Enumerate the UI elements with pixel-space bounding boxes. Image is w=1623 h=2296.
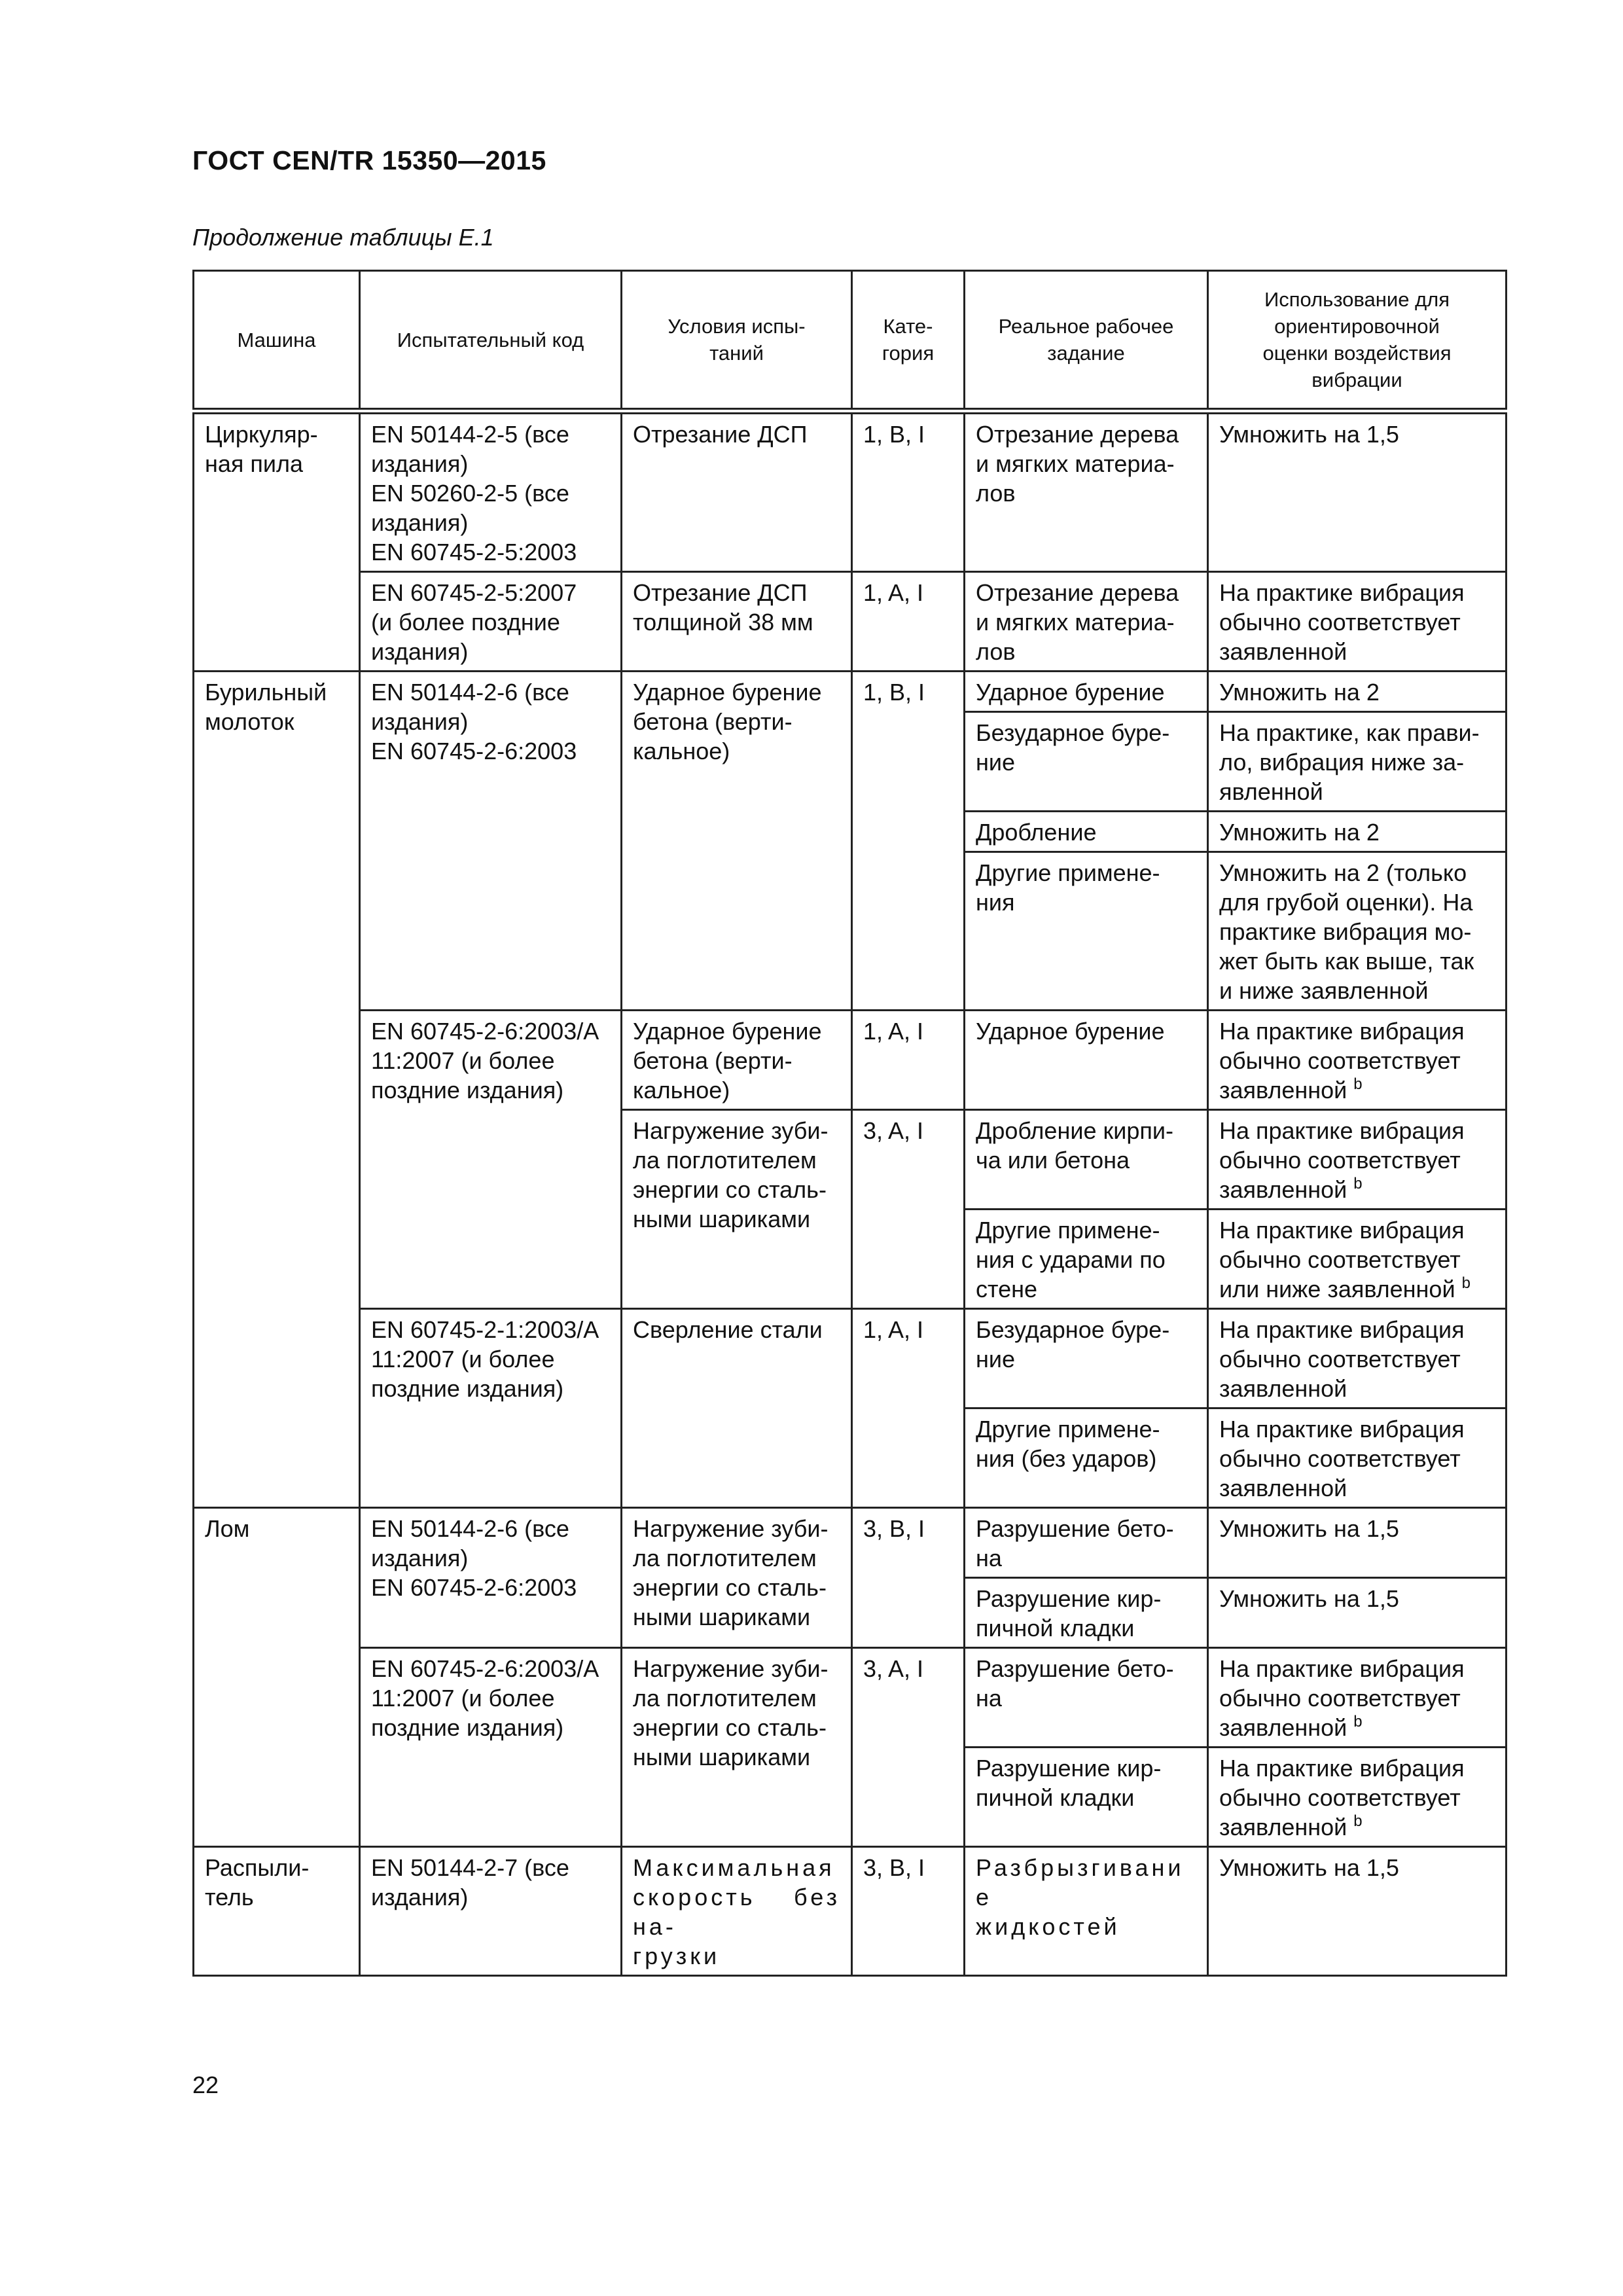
vibration-table [192,270,1507,1977]
task-cell: Другие примене- ния [965,852,1208,1011]
usage-cell: Умножить на 1,5 [1208,1508,1507,1578]
footnote-mark: b [1353,1175,1363,1193]
usage-cell: На практике, как прави- ло, вибрация ниже за- явленной [1208,712,1507,812]
task-cell: Безударное буре- ние [965,1309,1208,1408]
table-caption: Продолжение таблицы Е.1 [192,224,494,251]
table-row [194,411,1507,572]
usage-text: На практике вибрация обычно соответствует заявленной [1219,1117,1465,1203]
usage-cell: Умножить на 1,5 [1208,411,1507,572]
document-title: ГОСТ CEN/TR 15350—2015 [192,145,546,175]
conditions-cell: Ударное бурение бетона (верти- кальное) [622,672,852,1011]
usage-cell: Умножить на 1,5 [1208,1847,1507,1976]
table-row [194,1309,1507,1408]
usage-cell: Умножить на 2 [1208,672,1507,712]
task-cell: Безударное буре- ние [965,712,1208,812]
table-row [194,672,1507,712]
table-row [194,1847,1507,1976]
task-cell: Разбрызгивание жидкостей [965,1847,1208,1976]
usage-text: На практике вибрация обычно соответствует заявленной [1219,1755,1465,1840]
usage-cell [1208,1110,1507,1210]
footnote-mark: b [1461,1274,1471,1292]
test-code-cell: EN 50144-2-6 (все издания) EN 60745-2-6:2003 [360,1508,622,1648]
conditions-cell: Отрезание ДСП толщиной 38 мм [622,572,852,672]
test-code-cell: EN 50144-2-7 (все издания) [360,1847,622,1976]
task-cell: Другие примене- ния с ударами по стене [965,1210,1208,1309]
col-header-machine: Машина [194,271,360,412]
machine-cell: Распыли- тель [194,1847,360,1976]
category-cell: 3, B, I [852,1508,965,1648]
footnote-mark: b [1353,1812,1363,1830]
task-cell: Ударное бурение [965,1011,1208,1110]
task-cell: Отрезание дерева и мягких материа- лов [965,411,1208,572]
table-row [194,1648,1507,1748]
test-code-cell: EN 50144-2-5 (все издания) EN 50260-2-5 (все издания) EN 60745-2-5:2003 [360,411,622,572]
usage-cell: На практике вибрация обычно соответствует заявленной [1208,572,1507,672]
category-cell: 1, A, I [852,572,965,672]
conditions-cell: Нагружение зуби- ла поглотителем энергии со сталь- ными шариками [622,1648,852,1847]
usage-cell [1208,1748,1507,1847]
page-number: 22 [192,2072,219,2098]
footnote-mark: b [1353,1713,1363,1731]
usage-cell [1208,1210,1507,1309]
usage-text: На практике вибрация обычно соответствует или ниже заявленной [1219,1217,1465,1302]
task-cell: Отрезание дерева и мягких материа- лов [965,572,1208,672]
category-cell: 3, A, I [852,1648,965,1847]
category-cell: 1, B, I [852,672,965,1011]
task-cell: Ударное бурение [965,672,1208,712]
task-cell: Разрушение бето- на [965,1648,1208,1748]
task-cell: Разрушение кир- пичной кладки [965,1578,1208,1648]
usage-cell: На практике вибрация обычно соответствует заявленной [1208,1309,1507,1408]
table-row [194,1011,1507,1110]
test-code-cell: EN 60745-2-6:2003/A 11:2007 (и более поздние издания) [360,1011,622,1309]
task-cell: Дробление [965,812,1208,852]
task-cell: Разрушение кир- пичной кладки [965,1748,1208,1847]
conditions-cell: Отрезание ДСП [622,411,852,572]
usage-text: На практике вибрация обычно соответствует заявленной [1219,1018,1465,1103]
machine-cell: Лом [194,1508,360,1847]
category-cell: 1, B, I [852,411,965,572]
category-cell: 1, A, I [852,1309,965,1508]
usage-cell [1208,1011,1507,1110]
col-header-real-task: Реальное рабочее задание [965,271,1208,412]
task-cell: Разрушение бето- на [965,1508,1208,1578]
usage-cell: Умножить на 1,5 [1208,1578,1507,1648]
col-header-test-conditions: Условия испы- таний [622,271,852,412]
machine-cell: Бурильный молоток [194,672,360,1508]
category-cell: 1, A, I [852,1011,965,1110]
test-code-cell: EN 60745-2-6:2003/A 11:2007 (и более поздние издания) [360,1648,622,1847]
task-cell: Другие примене- ния (без ударов) [965,1408,1208,1508]
conditions-cell: Сверление стали [622,1309,852,1508]
test-code-cell: EN 50144-2-6 (все издания) EN 60745-2-6:2003 [360,672,622,1011]
conditions-cell: Ударное бурение бетона (верти- кальное) [622,1011,852,1110]
machine-cell: Циркуляр- ная пила [194,411,360,672]
col-header-usage: Использование для ориентировочной оценки воздействия вибрации [1208,271,1507,412]
conditions-cell: Нагружение зуби- ла поглотителем энергии со сталь- ными шариками [622,1508,852,1648]
usage-cell [1208,1648,1507,1748]
table-row [194,1508,1507,1578]
usage-text: На практике вибрация обычно соответствует заявленной [1219,1655,1465,1741]
test-code-cell: EN 60745-2-1:2003/A 11:2007 (и более поздние издания) [360,1309,622,1508]
test-code-cell: EN 60745-2-5:2007 (и более поздние издания) [360,572,622,672]
category-cell: 3, A, I [852,1110,965,1309]
conditions-cell: Максимальная скорость без на- грузки [622,1847,852,1976]
category-cell: 3, B, I [852,1847,965,1976]
table-row [194,572,1507,672]
usage-cell: Умножить на 2 [1208,812,1507,852]
table-header-row [194,271,1507,412]
col-header-test-code: Испытательный код [360,271,622,412]
conditions-cell: Нагружение зуби- ла поглотителем энергии со сталь- ными шариками [622,1110,852,1309]
col-header-category: Кате- гория [852,271,965,412]
task-cell: Дробление кирпи- ча или бетона [965,1110,1208,1210]
usage-cell: На практике вибрация обычно соответствует заявленной [1208,1408,1507,1508]
footnote-mark: b [1353,1075,1363,1093]
usage-cell: Умножить на 2 (только для грубой оценки). На практике вибрация мо- жет быть как выше, так и ниже заявленной [1208,852,1507,1011]
